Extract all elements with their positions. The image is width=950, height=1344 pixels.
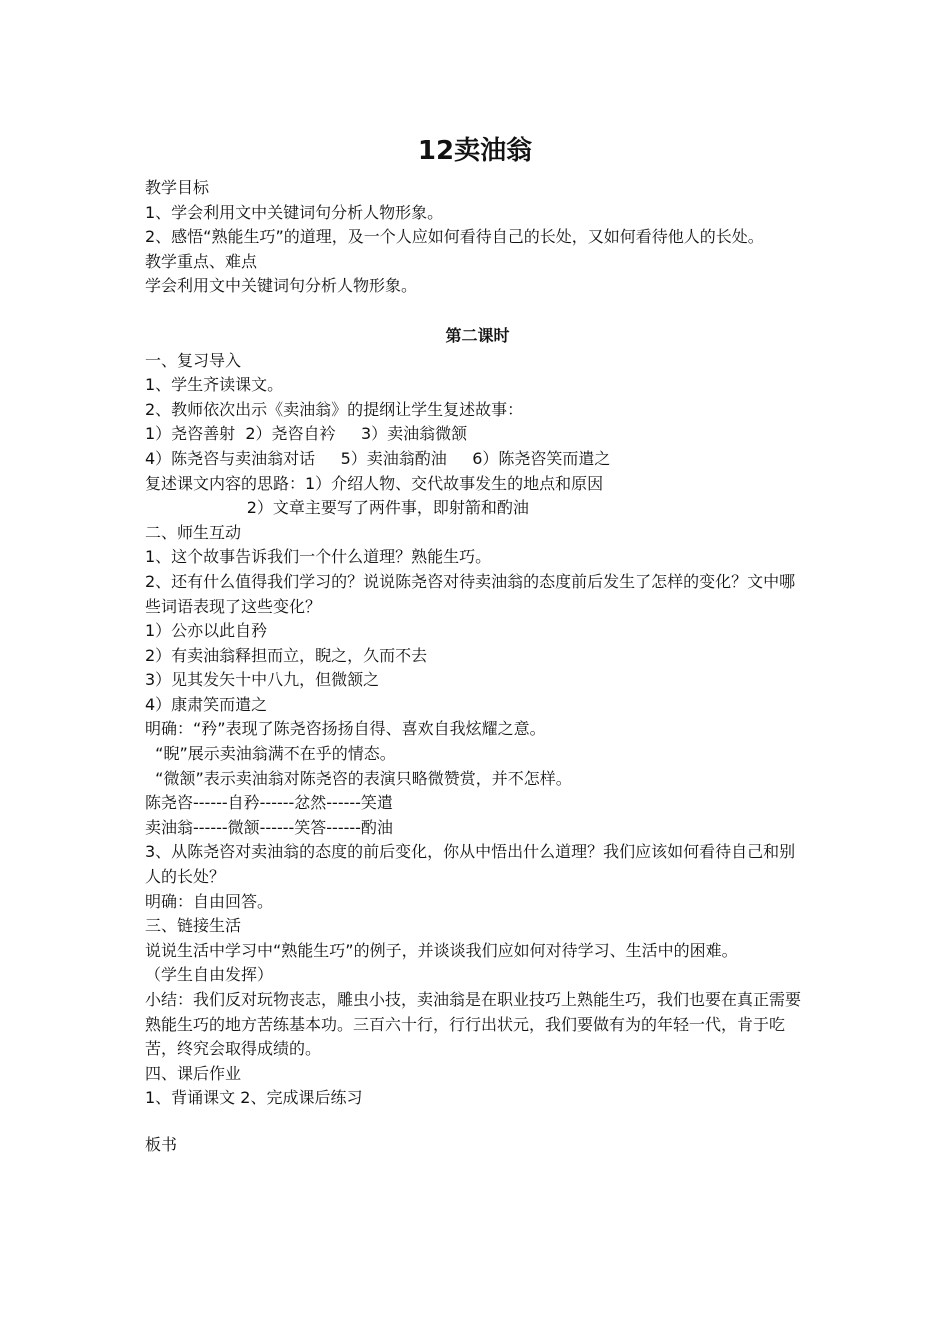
life-link-text: 说说生活中学习中“熟能生巧”的例子，并谈谈我们应如何对待学习、生活中的困难。 [145, 940, 738, 960]
review-item-2: 2、教师依次出示《卖油翁》的提纲让学生复述故事： [145, 399, 524, 419]
heading-blackboard: 板书 [145, 1134, 178, 1154]
clarify-3: “微颔”表示卖油翁对陈尧咨的表演只略微赞赏，并不怎样。 [145, 768, 572, 788]
review-item-1: 1、学生齐读课文。 [145, 375, 284, 395]
spacer [145, 299, 810, 324]
retell-approach-1: 复述课文内容的思路：1）介绍人物、交代故事发生的地点和原因 [145, 473, 604, 493]
clarify-1: 明确：“矜”表现了陈尧咨扬扬自得、喜欢自我炫耀之意。 [145, 719, 546, 739]
life-link-note: （学生自由发挥） [145, 965, 274, 985]
key-point-text: 学会利用文中关键词句分析人物形象。 [145, 276, 418, 296]
quote-1: 1）公亦以此自矜 [145, 621, 268, 641]
homework-items: 1、背诵课文 2、完成课后练习 [145, 1088, 363, 1108]
chain-chen: 陈尧咨------自矜------忿然------笑遣 [145, 793, 393, 813]
heading-life-link: 三、链接生活 [145, 916, 242, 936]
quote-2: 2）有卖油翁释担而立，睨之，久而不去 [145, 645, 428, 665]
quote-4: 4）康肃笑而遣之 [145, 694, 268, 714]
quote-3: 3）见其发矢十中八九，但微颔之 [145, 670, 380, 690]
goal-1: 1、学会利用文中关键词句分析人物形象。 [145, 202, 444, 222]
clarify-answer: 明确：自由回答。 [145, 891, 274, 911]
goal-2: 2、感悟“熟能生巧”的道理，及一个人应如何看待自己的长处，又如何看待他人的长处。 [145, 227, 764, 247]
summary-text: 小结：我们反对玩物丧志，雕虫小技，卖油翁是在职业技巧上熟能生巧，我们也要在真正需要熟能生巧的地方苦练基本功。三百六十行，行行出状元，我们要做有为的年轻一代，肯于吃苦，终究会取得成绩的。 [145, 990, 802, 1059]
spacer [145, 1111, 810, 1133]
retell-approach-2: 2）文章主要写了两件事，即射箭和酌油 [145, 498, 529, 518]
chain-oilseller: 卖油翁------微颔------笑答------酌油 [145, 817, 393, 837]
heading-key-points: 教学重点、难点 [145, 251, 258, 271]
heading-teaching-goals: 教学目标 [145, 178, 210, 197]
interaction-q1: 1、这个故事告诉我们一个什么道理？熟能生巧。 [145, 547, 492, 567]
interaction-q2: 2、还有什么值得我们学习的？说说陈尧咨对待卖油翁的态度前后发生了怎样的变化？文中哪些词语表现了这些变化？ [145, 571, 796, 616]
document-body [145, 176, 810, 1158]
interaction-q3: 3、从陈尧咨对卖油翁的态度的前后变化，你从中悟出什么道理？我们应该如何看待自己和别人的长处？ [145, 842, 796, 887]
heading-interaction: 二、师生互动 [145, 522, 242, 542]
outline-line-2: 4）陈尧咨与卖油翁对话 5）卖油翁酌油 6）陈尧咨笑而遣之 [145, 448, 611, 468]
outline-line-1: 1）尧咨善射 2）尧咨自衿 3）卖油翁微颔 [145, 424, 468, 444]
clarify-2: “睨”展示卖油翁满不在乎的情态。 [145, 744, 396, 764]
heading-review: 一、复习导入 [145, 350, 242, 370]
page-title: 12卖油翁 [417, 136, 533, 166]
section-subtitle: 第二课时 [445, 325, 510, 345]
heading-homework: 四、课后作业 [145, 1063, 242, 1083]
